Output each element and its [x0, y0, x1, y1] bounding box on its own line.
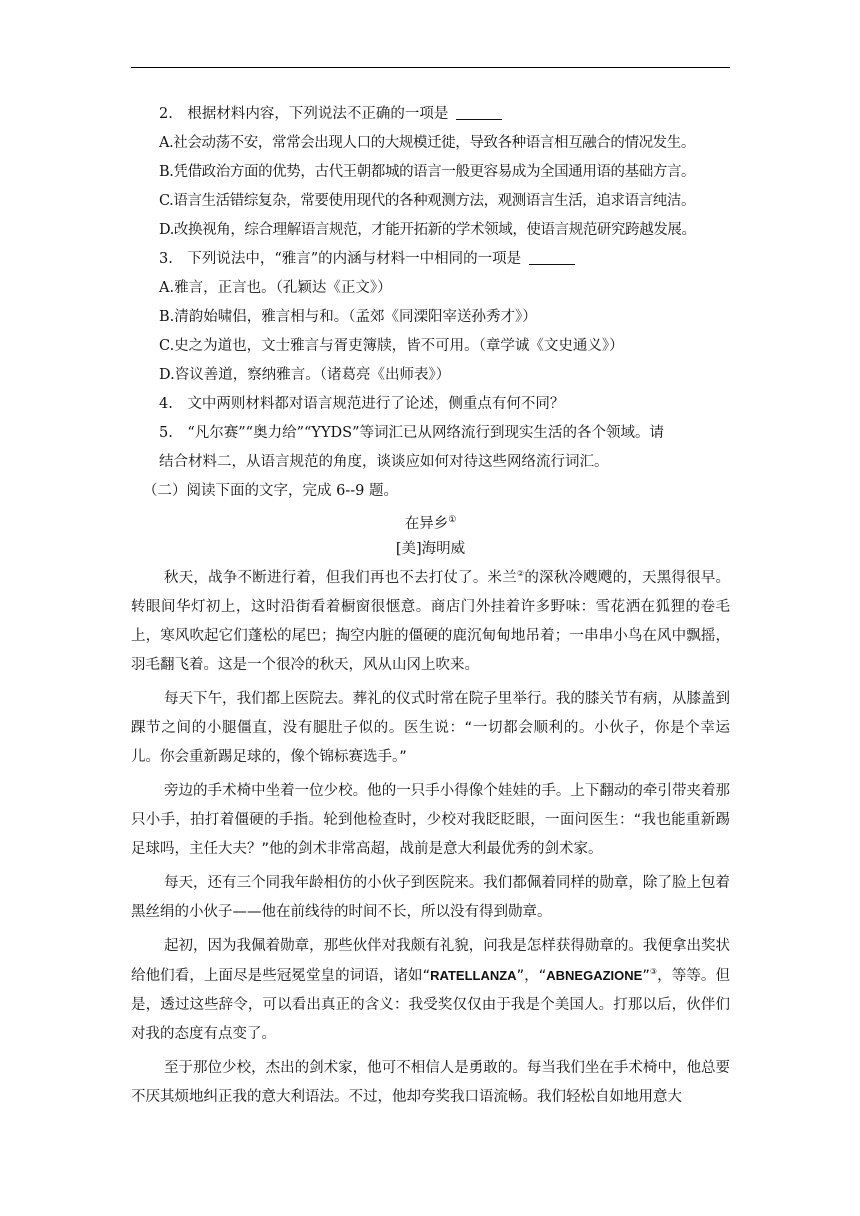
question-3-option-a: A.雅言，正言也。（孔颖达《正文》）: [159, 280, 392, 296]
question-2-option-b: B.凭借政治方面的优势，古代王朝都城的语言一般更容易成为全国通用语的基础方言。: [159, 164, 696, 180]
passage-paragraph-1: 秋天，战争不断进行着，但我们再也不去打仗了。米兰②的深秋冷飕飕的，天黑得很早。转眼间华灯初上，这时沿街看着橱窗很惬意。商店门外挂着许多野味：雪花洒在狐狸的卷毛上，寒风吹起它们蓬松的尾巴；掏空内脏的僵硬的鹿沉甸甸地吊着；一串串小鸟在风中飘摇，羽毛翻飞着。这是一个很冷的秋天，风从山冈上吹来。: [131, 569, 731, 673]
question-4-stem: 4. 文中两则材料都对语言规范进行了论述，侧重点有何不同？: [159, 396, 565, 412]
footnote-marker: ①: [448, 515, 457, 525]
passage-paragraph-4: 每天，还有三个同我年龄相仿的小伙子到医院来。我们都佩着同样的勋章，除了脸上包着黑丝绢的小伙子——他在前线待的时间不长，所以没有得到勋章。: [131, 875, 730, 920]
question-3-option-d: D.咨议善道，察纳雅言。（诸葛亮《出师表》）: [159, 367, 451, 383]
footnote-marker: ③: [649, 967, 658, 976]
answer-blank[interactable]: [456, 103, 502, 120]
italian-word-1: RATELLANZA: [430, 968, 517, 983]
question-2-option-c: C.语言生活错综复杂，常要使用现代的各种观测方法，观测语言生活，追求语言纯洁。: [159, 193, 696, 209]
section-2-heading: （二）阅读下面的文字，完成 6--9 题。: [143, 483, 398, 499]
passage-paragraph-2: 每天下午，我们都上医院去。葬礼的仪式时常在院子里举行。我的膝关节有病，从膝盖到踝节之间的小腿僵直，没有腿肚子似的。医生说：“一切都会顺利的。小伙子，你是个幸运儿。你会重新踢足球的，像个锦标赛选手。”: [131, 691, 730, 765]
question-3-option-b: B.清韵始啸侣，雅言相与和。（孟郊《同溧阳宰送孙秀才》）: [159, 309, 537, 325]
passage-author: [美]海明威: [395, 541, 466, 557]
question-2-option-d: D.改换视角，综合理解语言规范，才能开拓新的学术领域，使语言规范研究跨越发展。: [159, 222, 696, 238]
question-2-option-a: A.社会动荡不安，常常会出现人口的大规模迁徙，导致各种语言相互融合的情况发生。: [159, 135, 695, 151]
passage-paragraph-6: 至于那位少校，杰出的剑术家，他可不相信人是勇敢的。每当我们坐在手术椅中，他总要不厌其烦地纠正我的意大利语法。不过，他却夸奖我口语流畅。我们轻松自如地用意大: [131, 1060, 730, 1105]
passage-title: 在异乡①: [404, 515, 457, 532]
passage-body: [131, 564, 730, 1112]
header-rule: [131, 67, 730, 68]
question-5-stem-line-2: 结合材料二，从语言规范的角度，谈谈应如何对待这些网络流行词汇。: [159, 454, 609, 470]
italian-word-2: ABNEGAZIONE: [546, 968, 643, 983]
question-5-stem-line-1: 5. “凡尔赛”“奥力给”“YYDS”等词汇已从网络流行到现实生活的各个领域。请: [159, 425, 665, 441]
footnote-marker: ②: [516, 569, 525, 578]
passage-paragraph-3: 旁边的手术椅中坐着一位少校。他的一只手小得像个娃娃的手。上下翻动的牵引带夹着那只小手，拍打着僵硬的手指。轮到他检查时，少校对我眨眨眼，一面问医生：“我也能重新踢足球吗，主任大夫？”他的剑术非常高超，战前是意大利最优秀的剑术家。: [131, 783, 730, 857]
answer-blank[interactable]: [529, 248, 575, 265]
passage-paragraph-5: 起初，因为我佩着勋章，那些伙伴对我颇有礼貌，问我是怎样获得勋章的。我便拿出奖状给他们看，上面尽是些冠冕堂皇的词语，诸如“RATELLANZA”，“ABNEGAZIONE”③，等等。但是，透过这些辞令，可以看出真正的含义：我受奖仅仅由于我是个美国人。打那以后，伙伴们对我的态度有点变了。: [131, 938, 730, 1042]
question-3-stem: 3. 下列说法中，“雅言”的内涵与材料一中相同的一项是: [131, 245, 730, 274]
document-page: [131, 100, 730, 1117]
question-2-stem: 2. 根据材料内容，下列说法不正确的一项是: [131, 100, 730, 129]
question-3-option-c: C.史之为道也，文士雅言与胥吏簿牍，皆不可用。（章学诚《文史通义》）: [159, 338, 624, 354]
